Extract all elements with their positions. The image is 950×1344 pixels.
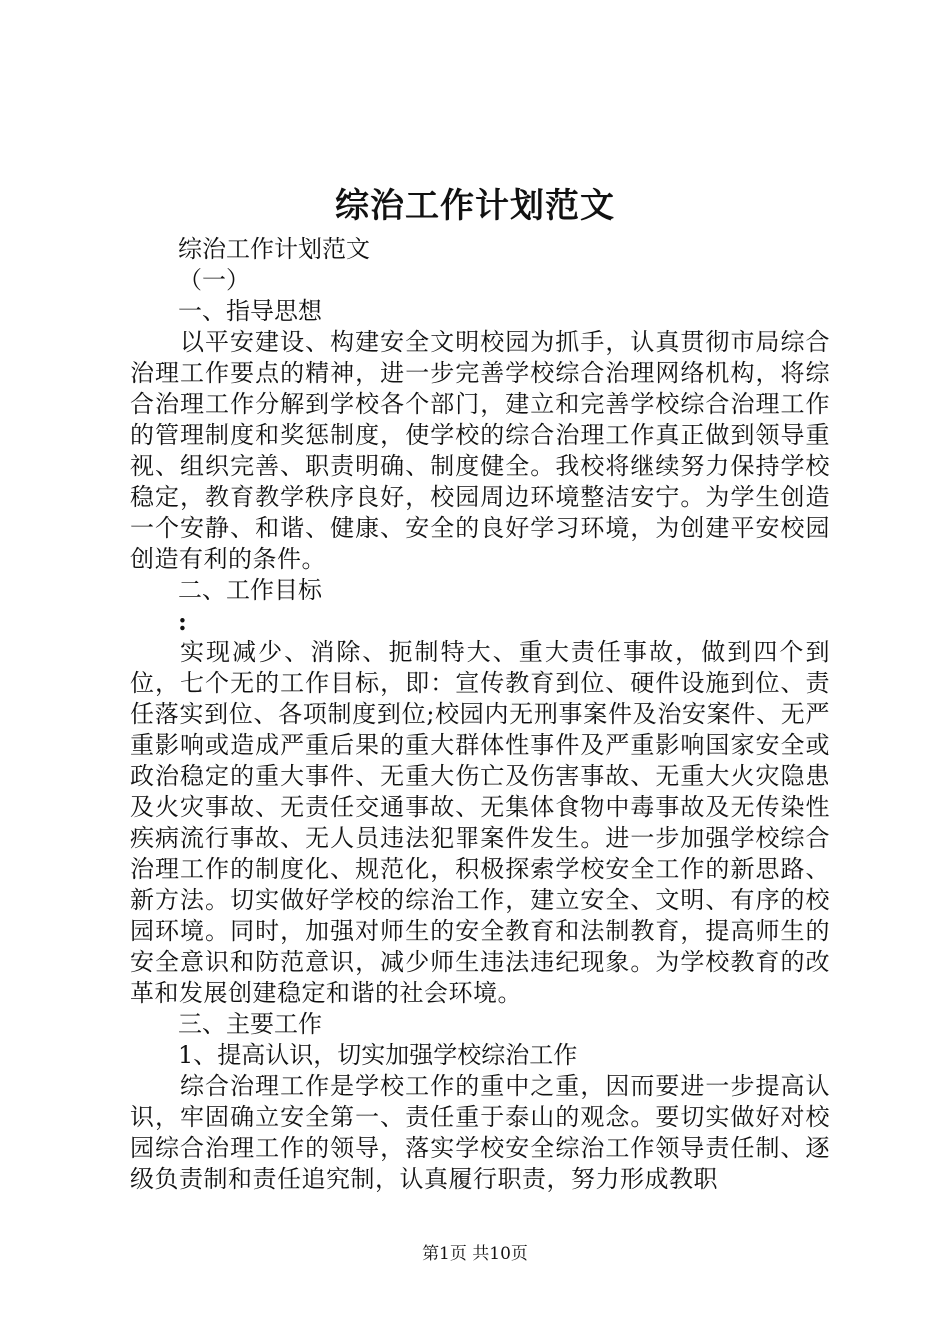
- document-subtitle: 综治工作计划范文: [178, 235, 370, 263]
- document-title: 综治工作计划范文: [335, 186, 615, 226]
- subsection-heading-raise-awareness: 1、提高认识，切实加强学校综治工作: [178, 1041, 578, 1069]
- page-footer: 第1页 共10页: [422, 1244, 528, 1264]
- work-goals-colon: :: [178, 607, 187, 636]
- section-heading-main-work: 三、主要工作: [178, 1010, 322, 1038]
- paragraph-raise-awareness: 综合治理工作是学校工作的重中之重，因而要进一步提高认识，牢固确立安全第一、责任重于泰山的观念。要切实做好对校园综合治理工作的领导，落实学校安全综治工作领导责任制、逐级负责制和责任追究制，认真履行职责，努力形成教职: [130, 1072, 830, 1193]
- section-heading-work-goals: 二、工作目标: [178, 576, 322, 604]
- paragraph-work-goals: 实现减少、消除、扼制特大、重大责任事故，做到四个到位，七个无的工作目标，即：宣传教育到位、硬件设施到位、责任落实到位、各项制度到位;校园内无刑事案件及治安案件、无严重影响或造成严重后果的重大群体性事件及严重影响国家安全或政治稳定的重大事件、无重大伤亡及伤害事故、无重大火灾隐患及火灾事故、无责任交通事故、无集体食物中毒事故及无传染性疾病流行事故、无人员违法犯罪案件发生。进一步加强学校综合治理工作的制度化、规范化，积极探索学校安全工作的新思路、新方法。切实做好学校的综治工作，建立安全、文明、有序的校园环境。同时，加强对师生的安全教育和法制教育，提高师生的安全意识和防范意识，减少师生违法违纪现象。为学校教育的改革和发展创建稳定和谐的社会环境。: [130, 638, 830, 1007]
- part-marker: （一）: [178, 266, 250, 294]
- section-heading-guiding-ideology: 一、指导思想: [178, 297, 322, 325]
- paragraph-guiding-ideology: 以平安建设、构建安全文明校园为抓手，认真贯彻市局综合治理工作要点的精神，进一步完善学校综合治理网络机构，将综合治理工作分解到学校各个部门，建立和完善学校综合治理工作的管理制度和奖惩制度，使学校的综合治理工作真正做到领导重视、组织完善、职责明确、制度健全。我校将继续努力保持学校稳定，教育教学秩序良好，校园周边环境整洁安宁。为学生创造一个安静、和谐、健康、安全的良好学习环境，为创建平安校园创造有利的条件。: [130, 328, 830, 573]
- document-body: [130, 234, 830, 1195]
